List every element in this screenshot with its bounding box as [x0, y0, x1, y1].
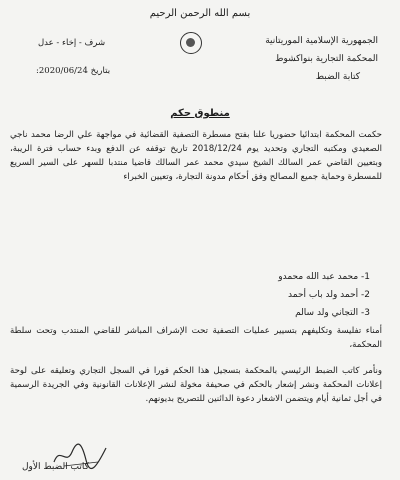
trustee-3: 3- التجاني ولد سالم: [295, 308, 370, 318]
header-motto: شرف - إخاء - عدل: [38, 38, 106, 48]
registration-order-paragraph: ونأمر كاتب الضبط الرئيسي بالمحكمة بتسجيل هذا الحكم فورا في السجل التجاري وتعليقه على لوحة إعلانات المحكمة ونشر إشعار بالحكم في صحيفة مخولة لنشر الإعلانات القانونية وفي الجريدة الرسمية في أجل ثمانية أيام ويتضمن الاشعار دعوة الدائنين للتصريح بديونهم.: [10, 366, 382, 404]
header-date: بتاريخ 2020/06/24:: [36, 66, 111, 76]
header-registry: كتابة الضبط: [315, 72, 360, 82]
document-title: منطوق حكم: [170, 108, 230, 119]
trustee-2: 2- أحمد ولد باب أحمد: [288, 290, 370, 300]
registrar-signature-label: كاتب الضبط الأول: [22, 462, 89, 472]
ruling-paragraph: حكمت المحكمة ابتدائيا حضوريا علنا بفتح مسطرة التصفية القضائية في مواجهة علي الرضا محمد ناجي الصعيدي ومكتبه التجاري وتحديد يوم 2018/12/24 تاريخ توقفه عن الدفع وبدء حساب فترة الريبة، وبتعيين القاضي عمر السالك الشيخ سيدي محمد عمر السالك قاضيا منتدبا للسهر على السير السريع للمسطرة وحماية جميع المصالح وفق أحكام مدونة التجارة، وتعيين الخبراء: [10, 130, 382, 182]
national-seal-icon: [180, 32, 202, 54]
basmala: بسم الله الرحمن الرحيم: [149, 8, 251, 19]
trustees-paragraph: أمناء تفليسة وتكليفهم بتسيير عمليات التصفية تحت الإشراف المباشر للقاضي المنتدب وتحت سلطة المحكمة،: [10, 326, 382, 350]
header-country: الجمهورية الإسلامية الموريتانية: [265, 36, 378, 46]
trustee-1: 1- محمد عبد الله محمدو: [278, 272, 370, 282]
header-court: المحكمة التجارية بنواكشوط: [275, 54, 378, 64]
